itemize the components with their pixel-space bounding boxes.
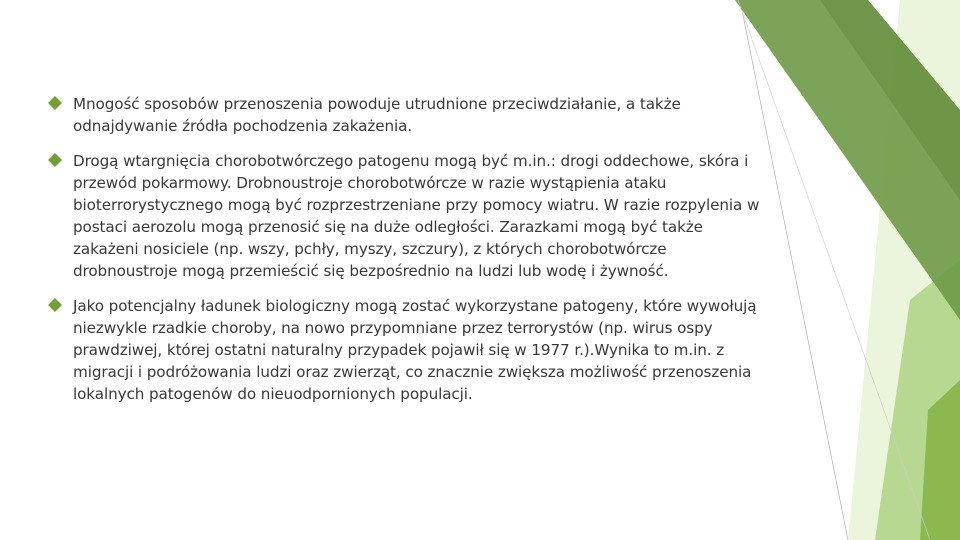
- bullet-list: [48, 93, 760, 418]
- list-item: [48, 93, 760, 137]
- list-item: [48, 150, 760, 282]
- diamond-bullet-icon: [48, 153, 62, 167]
- list-item: [48, 295, 760, 405]
- diamond-bullet-icon: [48, 96, 62, 110]
- bullet-text: Mnogość sposobów przenoszenia powoduje utrudnione przeciwdziałanie, a także odnajdywanie źródła pochodzenia zakażenia.: [73, 95, 681, 135]
- bullet-text: Drogą wtargnięcia chorobotwórczego patogenu mogą być m.in.: drogi oddechowe, skóra i przewód pokarmowy. Drobnoustroje chorobotwórcze w razie wystąpienia ataku bioterrorystycznego mogą być rozprzestrzeniane przy pomocy wiatru. W razie rozpylenia w postaci aerozolu mogą przenosić się na duże odległości. Zarazkami mogą być także zakażeni nosiciele (np. wszy, pchły, myszy, szczury), z których chorobotwórcze drobnoustroje mogą przemieścić się bezpośrednio na ludzi lub wodę i żywność.: [73, 152, 760, 280]
- diamond-bullet-icon: [48, 298, 62, 312]
- bullet-text: Jako potencjalny ładunek biologiczny mogą zostać wykorzystane patogeny, które wywołują niezwykle rzadkie choroby, na nowo przypomniane przez terrorystów (np. wirus ospy prawdziwej, której ostatni naturalny przypadek pojawił się w 1977 r.).Wynika to m.in. z migracji i podróżowania ludzi oraz zwierząt, co znacznie zwiększa możliwość przenoszenia lokalnych patogenów do nieuodpornionych populacji.: [73, 297, 757, 403]
